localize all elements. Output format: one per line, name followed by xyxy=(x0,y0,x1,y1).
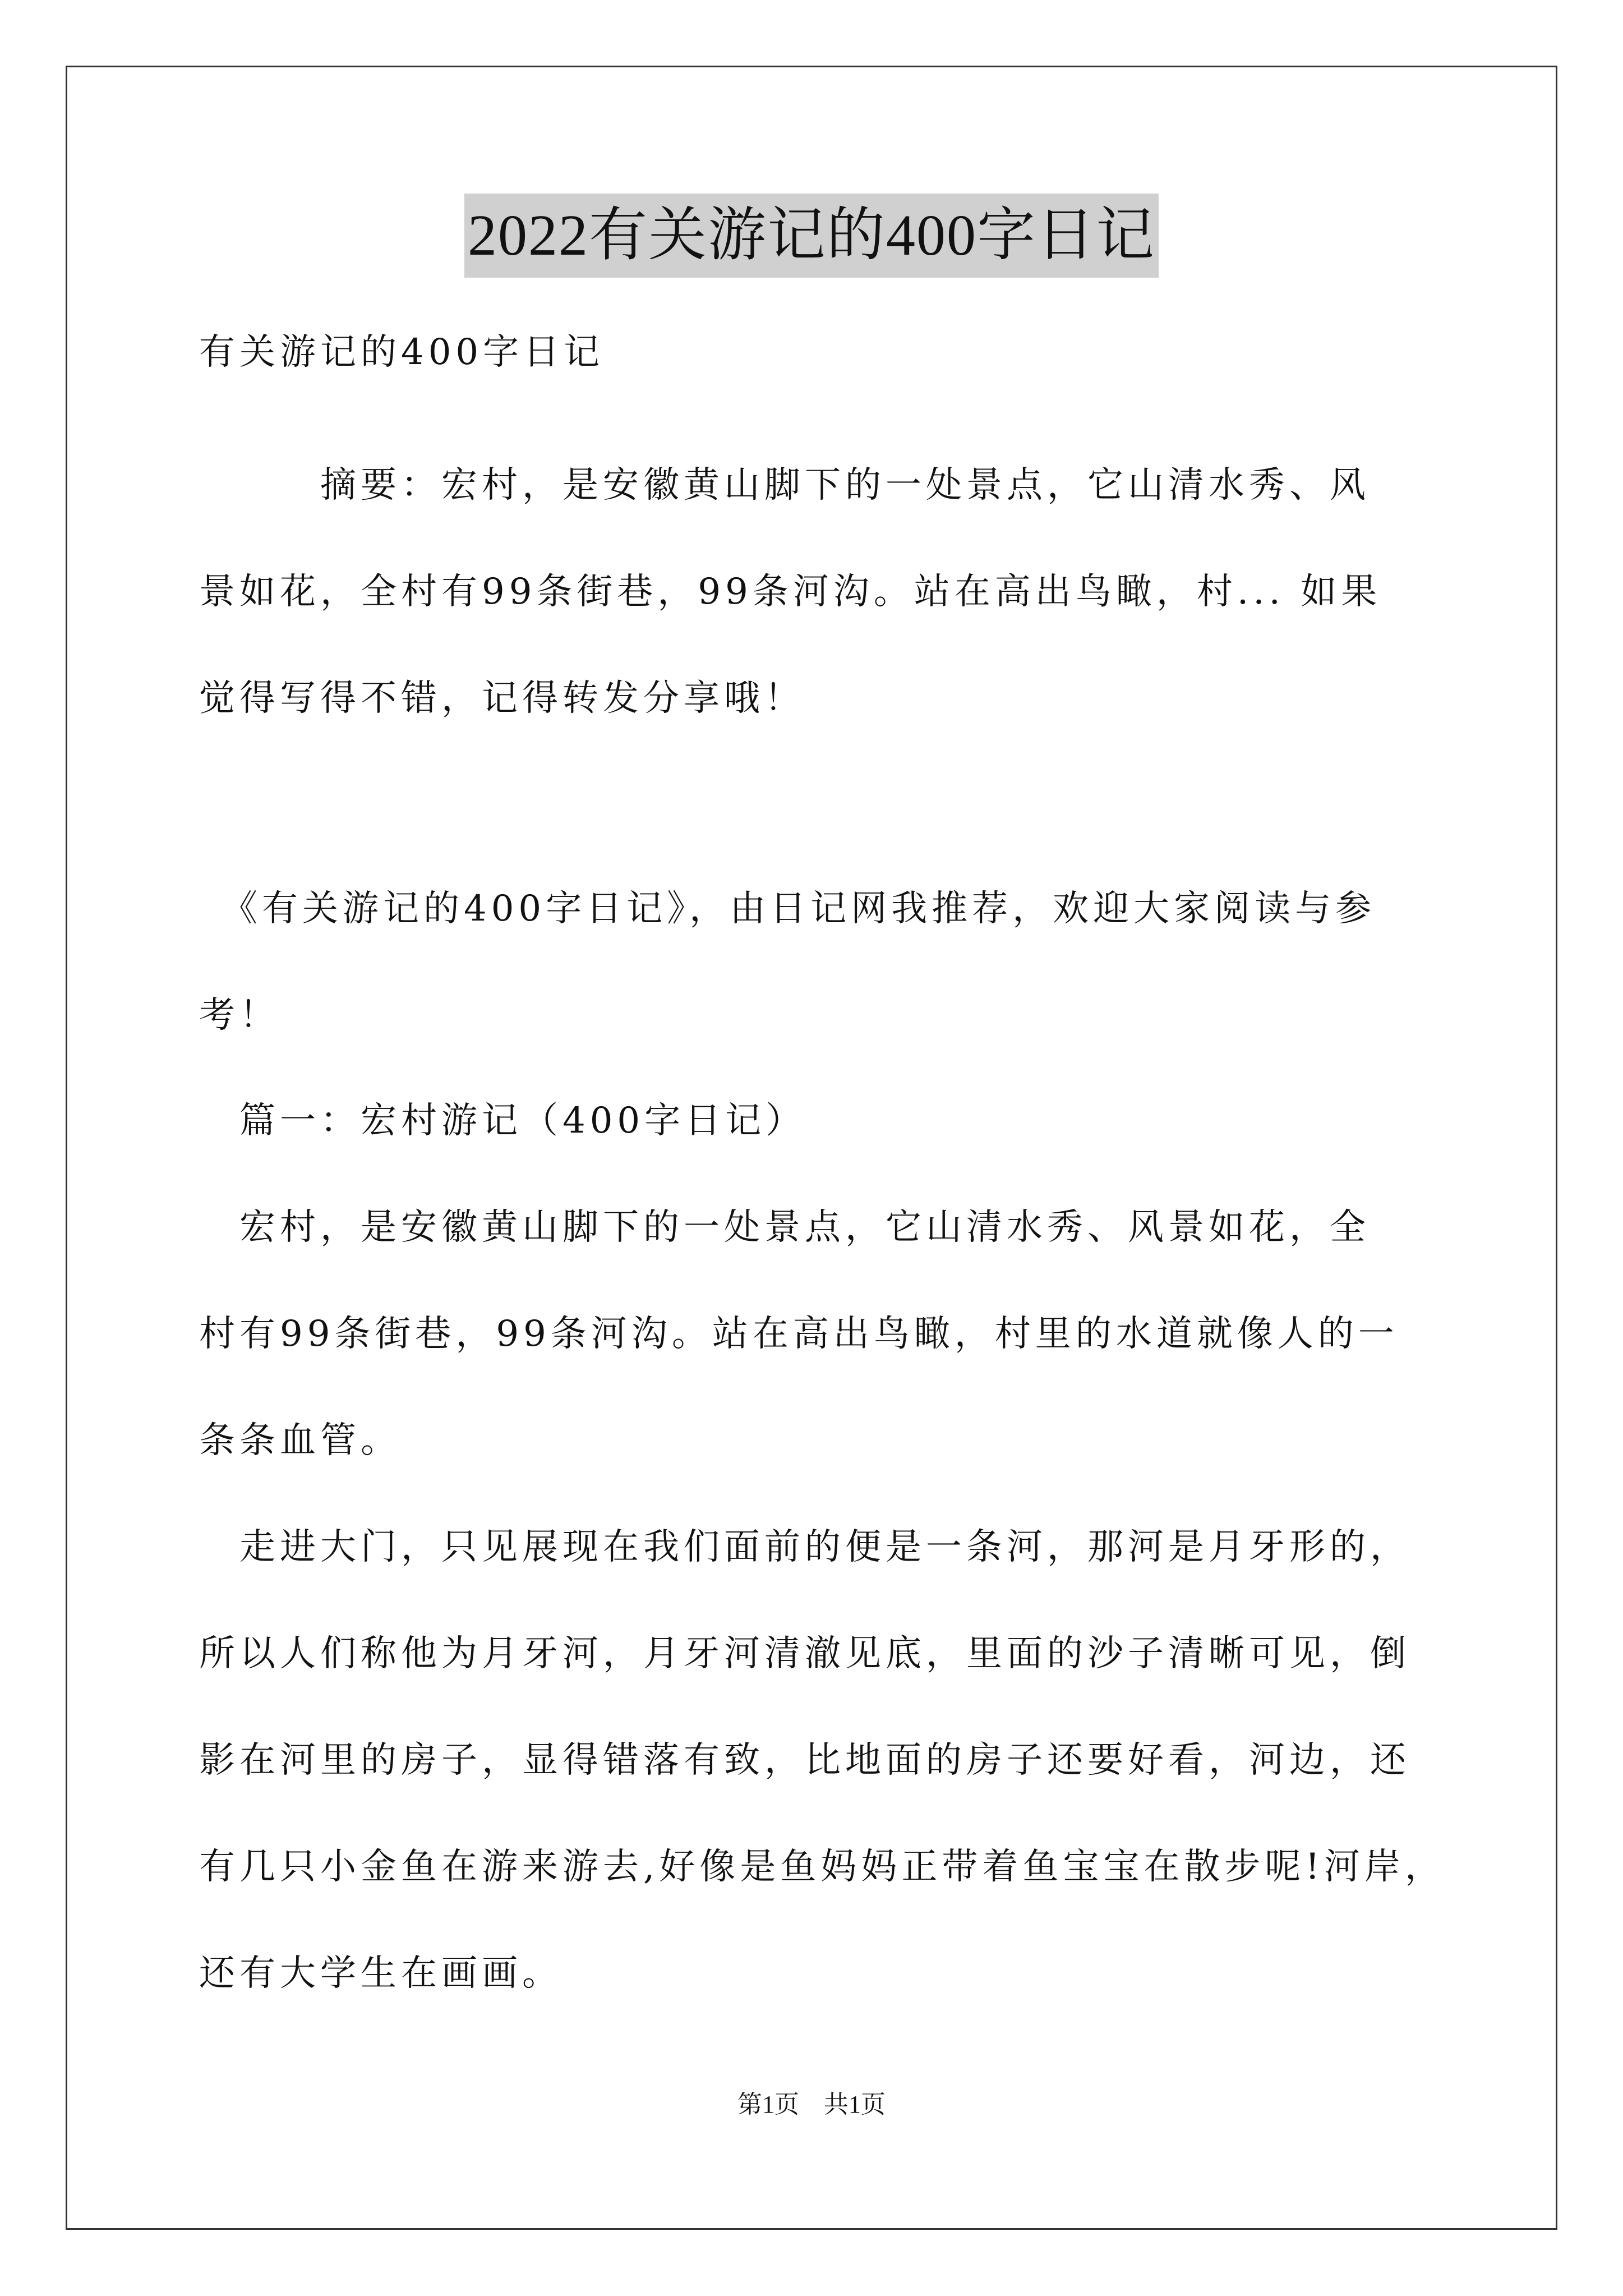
paragraph-line: 有几只小金鱼在游来游去,好像是鱼妈妈正带着鱼宝宝在散步呢!河岸， xyxy=(199,1846,1446,1888)
summary-line: 摘要：宏村，是安徽黄山脚下的一处景点，它山清水秀、风 xyxy=(199,464,1370,506)
paragraph-line: 还有大学生在画画。 xyxy=(199,1953,562,1994)
document-subtitle: 有关游记的400字日记 xyxy=(199,332,605,373)
intro-line: 《有关游记的400字日记》，由日记网我推荐，欢迎大家阅读与参 xyxy=(199,888,1376,930)
document-title: 2022有关游记的400字日记 xyxy=(464,194,1159,278)
paragraph-line: 走进大门，只见展现在我们面前的便是一条河，那河是月牙形的， xyxy=(199,1526,1410,1568)
paragraph-line: 影在河里的房子，显得错落有致，比地面的房子还要好看，河边，还 xyxy=(199,1740,1410,1781)
paragraph-line: 所以人们称他为月牙河，月牙河清澈见底，里面的沙子清晰可见，倒 xyxy=(199,1633,1410,1674)
summary-line: 觉得写得不错，记得转发分享哦！ xyxy=(199,678,805,719)
paragraph-line: 宏村，是安徽黄山脚下的一处景点，它山清水秀、风景如花，全 xyxy=(199,1207,1370,1248)
paragraph-line: 条条血管。 xyxy=(199,1420,401,1461)
section-heading: 篇一：宏村游记（400字日记） xyxy=(199,1100,806,1142)
page-footer: 第1页 共1页 xyxy=(737,2091,886,2118)
intro-line: 考！ xyxy=(199,995,280,1036)
page-border xyxy=(66,66,1557,2230)
paragraph-line: 村有99条街巷，99条河沟。站在高出鸟瞰，村里的水道就像人的一 xyxy=(199,1313,1399,1355)
title-container xyxy=(0,194,1623,278)
summary-line: 景如花，全村有99条街巷，99条河沟。站在高出鸟瞰，村... 如果 xyxy=(199,571,1382,613)
